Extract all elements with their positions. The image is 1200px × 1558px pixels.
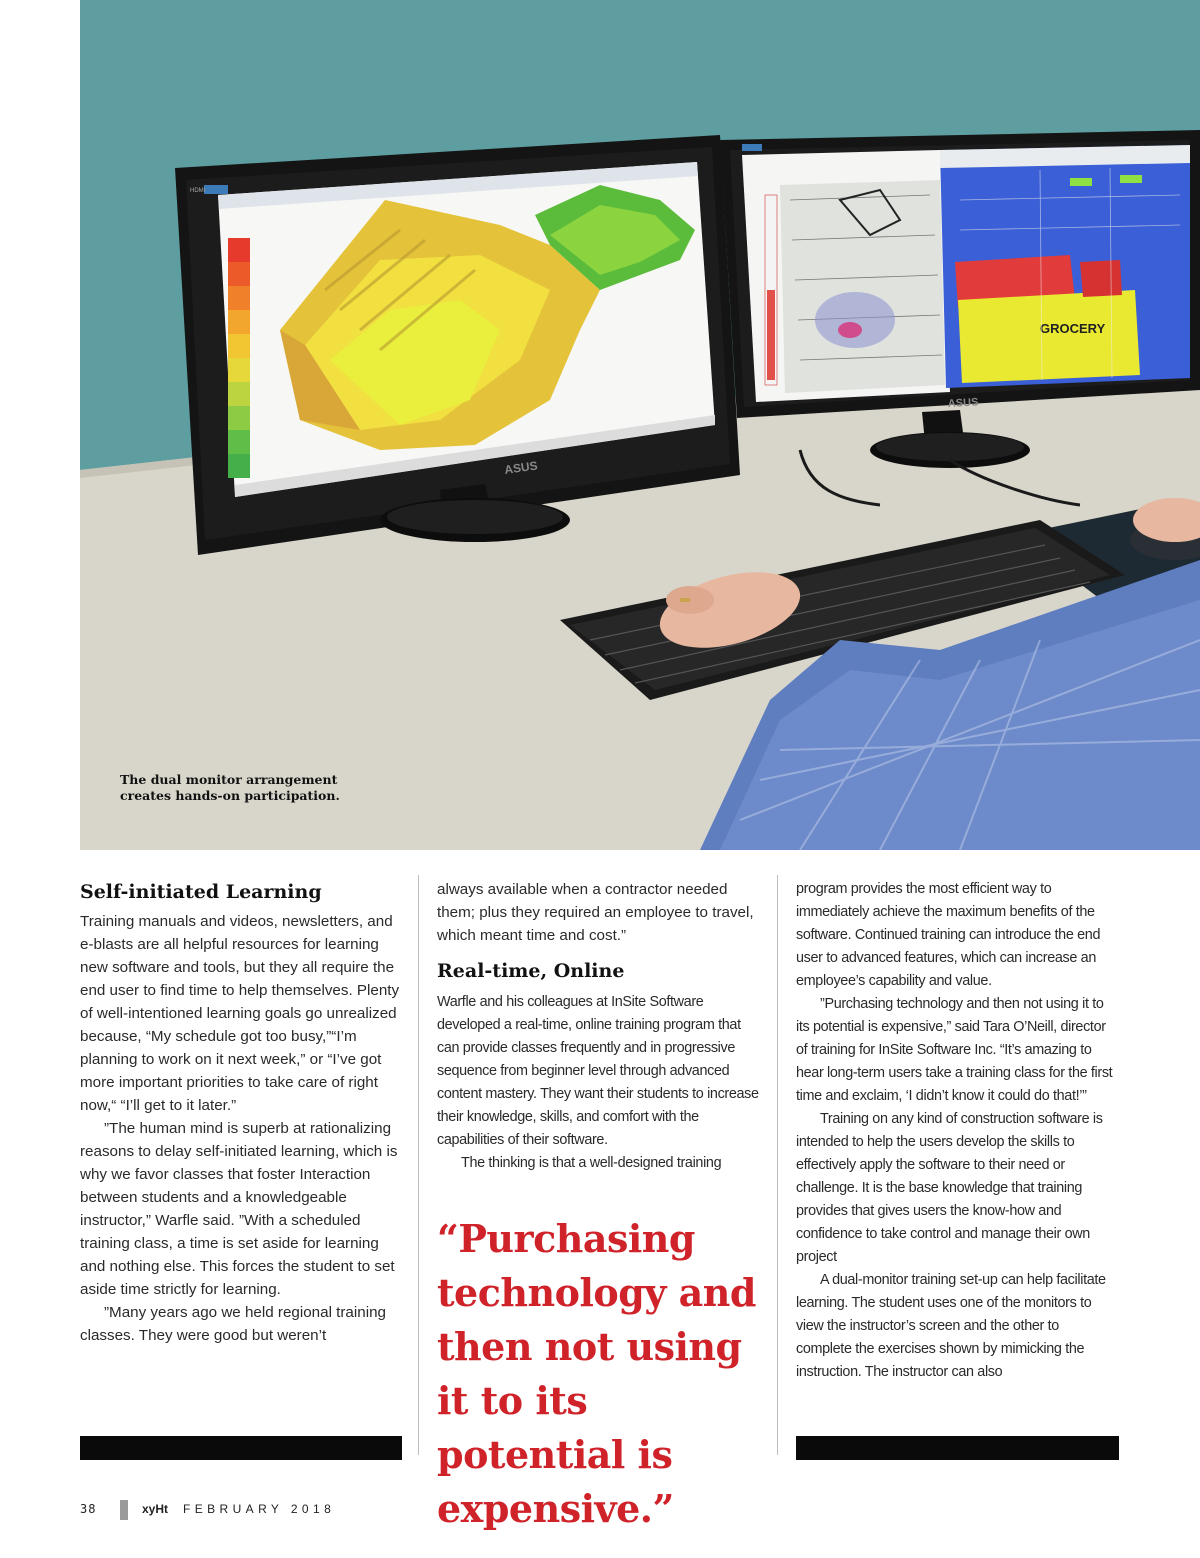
right-screen-legend <box>765 195 777 385</box>
column-end-bar <box>796 1436 1119 1460</box>
column-2-intro: always available when a contractor needed them; plus they required an employee to travel, which meant time and cost.” <box>437 881 754 944</box>
column-2-paragraph: Warfle and his colleagues at InSite Software developed a real-time, online training program that can provide classes frequently and in progressive sequence from beginner level through advanced content mastery. They want their students to increase their knowledge, skills, and comfort with the capabilities of their software. <box>437 994 759 1148</box>
elevation-legend <box>228 238 250 478</box>
column-3-paragraph: Training on any kind of construction software is intended to help the users develop the skills to effectively apply the software to their need or challenge. It is the base knowledge that training provides that gives users the know-how and confidence to take control and manage their own project <box>796 1111 1103 1265</box>
magazine-brand: xyHt <box>142 1502 169 1516</box>
column-3 <box>796 878 1118 1384</box>
issue-date: FEBRUARY 2018 <box>183 1502 336 1516</box>
grocery-label: GROCERY <box>1040 321 1106 336</box>
column-2 <box>437 878 759 1175</box>
column-end-bar <box>80 1436 402 1460</box>
column-1-paragraph: Training manuals and videos, newsletters, and e-blasts are all helpful resources for learning new software and tools, but they all require the end user to find time to help themselves. Plenty of well-intentioned learning goals go unrealized because, “My schedule got too busy,”“I’m planning to work on it next week,” or “I’ve got more important priorities to take care of right now,“ “I’ll get to it later.” <box>80 913 400 1114</box>
column-3-paragraph: ”Purchasing technology and then not using it to its potential is expensive,” said Tara O’Neill, director of training for InSite Software Inc. “It’s amazing to hear long-term users take a training class for the first time and exclaim, ‘I didn’t know it could do that!’” <box>796 996 1113 1104</box>
column-1 <box>80 878 400 1347</box>
page-number: 38 <box>80 1502 97 1516</box>
left-hdmi-label: HDMI <box>190 188 206 194</box>
column-3-paragraph: A dual-monitor training set-up can help facilitate learning. The student uses one of the monitors to view the instructor’s screen and the other to complete the exercises shown by mimicking the instruction. The instructor can also <box>796 1272 1106 1380</box>
column-2-paragraph: The thinking is that a well-designed training <box>461 1155 722 1171</box>
column-divider <box>777 875 778 1455</box>
heading-self-initiated-learning: Self-initiated Learning <box>80 881 322 903</box>
photo-caption: The dual monitor arrangement creates hands-on participation. <box>120 772 340 803</box>
column-3-paragraph: program provides the most efficient way to immediately achieve the maximum benefits of the software. Continued training can introduce the end user to advanced features, which can increase an employee’s capability and value. <box>796 881 1101 989</box>
right-monitor-brand: ASUS <box>947 396 979 410</box>
footer-divider-mark <box>120 1500 128 1520</box>
heading-real-time-online: Real-time, Online <box>437 960 625 982</box>
column-1-paragraph: ”Many years ago we held regional training classes. They were good but weren’t <box>80 1304 386 1344</box>
column-1-paragraph: ”The human mind is superb at rationalizing reasons to delay self-initiated learning, which is why we favor classes that foster Interaction between students and a knowledgeable instructor,” Warfle said. ”With a scheduled training class, a time is set aside for learning and nothing else. This forces the student to set aside time strictly for learning. <box>80 1120 398 1298</box>
column-divider <box>418 875 419 1455</box>
left-monitor-brand: ASUS <box>503 458 539 477</box>
hero-photo <box>80 0 1200 850</box>
pull-quote: “Purchasing technology and then not using it to its potential is expensive.” <box>437 1216 756 1531</box>
dual-monitor-illustration <box>80 0 1200 850</box>
